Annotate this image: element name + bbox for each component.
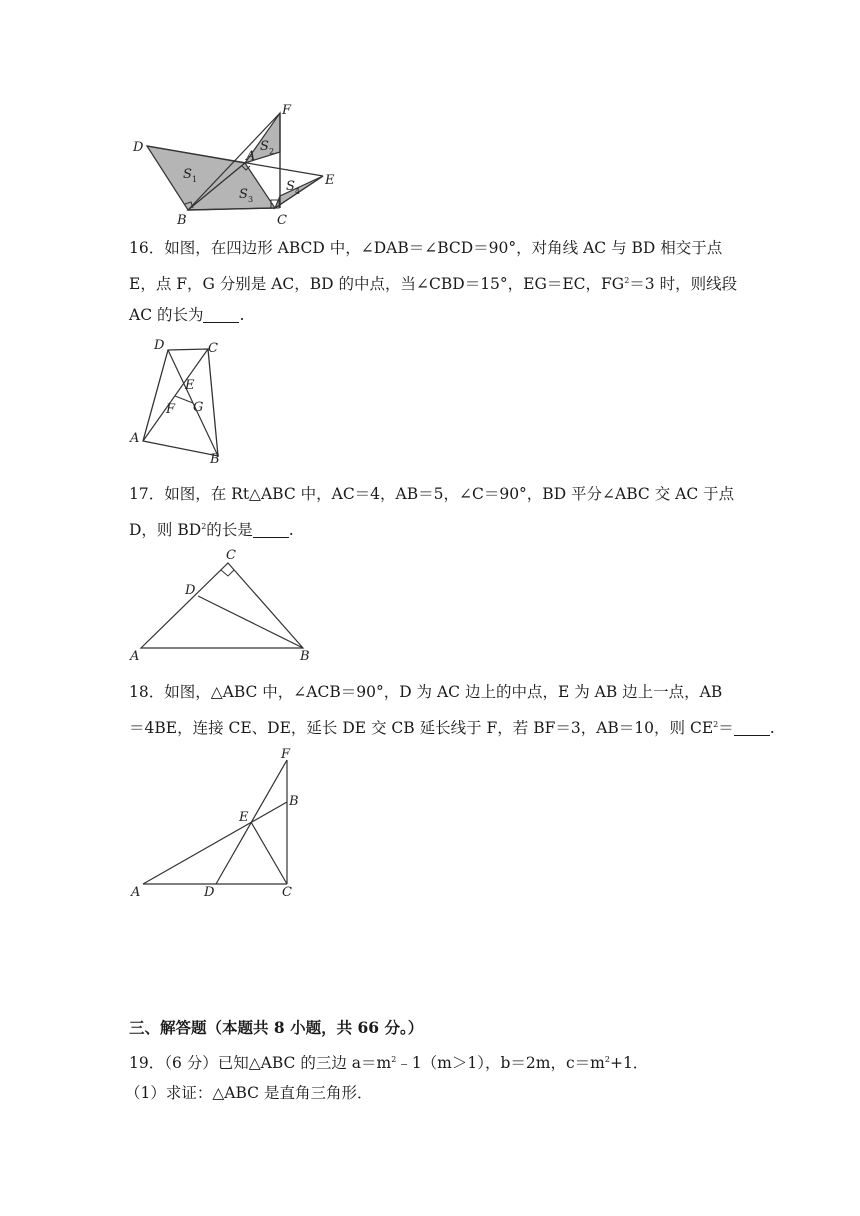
figure-q15 — [125, 100, 345, 230]
q19-part1: （1）求证：△ABC 是直角三角形． — [125, 1084, 373, 1102]
label-F: F — [282, 103, 292, 118]
label-s1: S — [183, 167, 192, 182]
label-A: A — [130, 431, 140, 446]
label-C: C — [226, 548, 236, 563]
figure-q17 — [128, 545, 318, 667]
label-A: A — [130, 649, 140, 664]
q16-line2: E，点 F，G 分别是 AC，BD 的中点，当∠CBD＝15°，EG＝EC，$FG^2=3$ 时，则线段 — [129, 275, 738, 293]
label-B: B — [289, 794, 299, 809]
q16-line3: AC 的长为 . — [129, 306, 245, 324]
label-s4: S — [286, 179, 295, 194]
q17-line2: D，则 $BD^2$的长是 . — [129, 521, 294, 539]
q19-line1: 19．（6 分）已知△ABC 的三边 $a=m^2﹣1(m>1)$，b＝2m，$c=m^2+1$． — [129, 1054, 649, 1072]
figure-q18 — [128, 745, 308, 900]
label-D: D — [204, 885, 215, 900]
label-G: G — [193, 400, 204, 415]
label-s2: S — [260, 139, 269, 154]
label-s1-sub: 1 — [192, 175, 198, 184]
q16-line1: 16．如图，在四边形 ABCD 中，∠DAB＝∠BCD＝90°，对角线 AC 与 BD 相交于点 — [129, 239, 723, 257]
label-C: C — [277, 213, 287, 228]
q18-line1: 18．如图，△ABC 中，∠ACB＝90°，D 为 AC 边上的中点，E 为 AB 边上一点，AB — [129, 683, 723, 701]
label-C: C — [208, 341, 218, 356]
label-F: F — [281, 747, 291, 762]
q18-line2: ＝4BE，连接 CE、DE，延长 DE 交 CB 延长线于 F，若 BF＝3，AB＝10，则 $CE^2=$ . — [129, 719, 775, 737]
label-F: F — [166, 402, 176, 417]
label-B: B — [300, 649, 310, 664]
label-E: E — [325, 173, 335, 188]
answer-blank-q17[interactable] — [253, 522, 289, 538]
label-C: C — [282, 885, 292, 900]
label-B: B — [177, 213, 187, 228]
section-title: 三、解答题（本题共 8 小题，共 66 分。） — [129, 1018, 424, 1037]
label-D: D — [154, 338, 165, 353]
label-s3: S — [239, 187, 248, 202]
label-s3-sub: 3 — [248, 195, 254, 204]
label-A: A — [246, 149, 256, 164]
q17-line1: 17．如图，在 Rt△ABC 中，AC＝4，AB＝5，∠C＝90°，BD 平分∠ABC 交 AC 于点 — [129, 485, 735, 503]
label-D: D — [133, 140, 144, 155]
label-D: D — [185, 583, 196, 598]
answer-blank-q18[interactable] — [734, 720, 770, 736]
figure-q16 — [128, 336, 248, 468]
label-E: E — [185, 378, 195, 393]
label-A: A — [131, 885, 141, 900]
label-s4-sub: 4 — [295, 187, 301, 196]
label-B: B — [210, 452, 220, 467]
answer-blank-q16[interactable] — [203, 307, 239, 323]
label-s2-sub: 2 — [269, 147, 275, 156]
label-E: E — [239, 810, 249, 825]
